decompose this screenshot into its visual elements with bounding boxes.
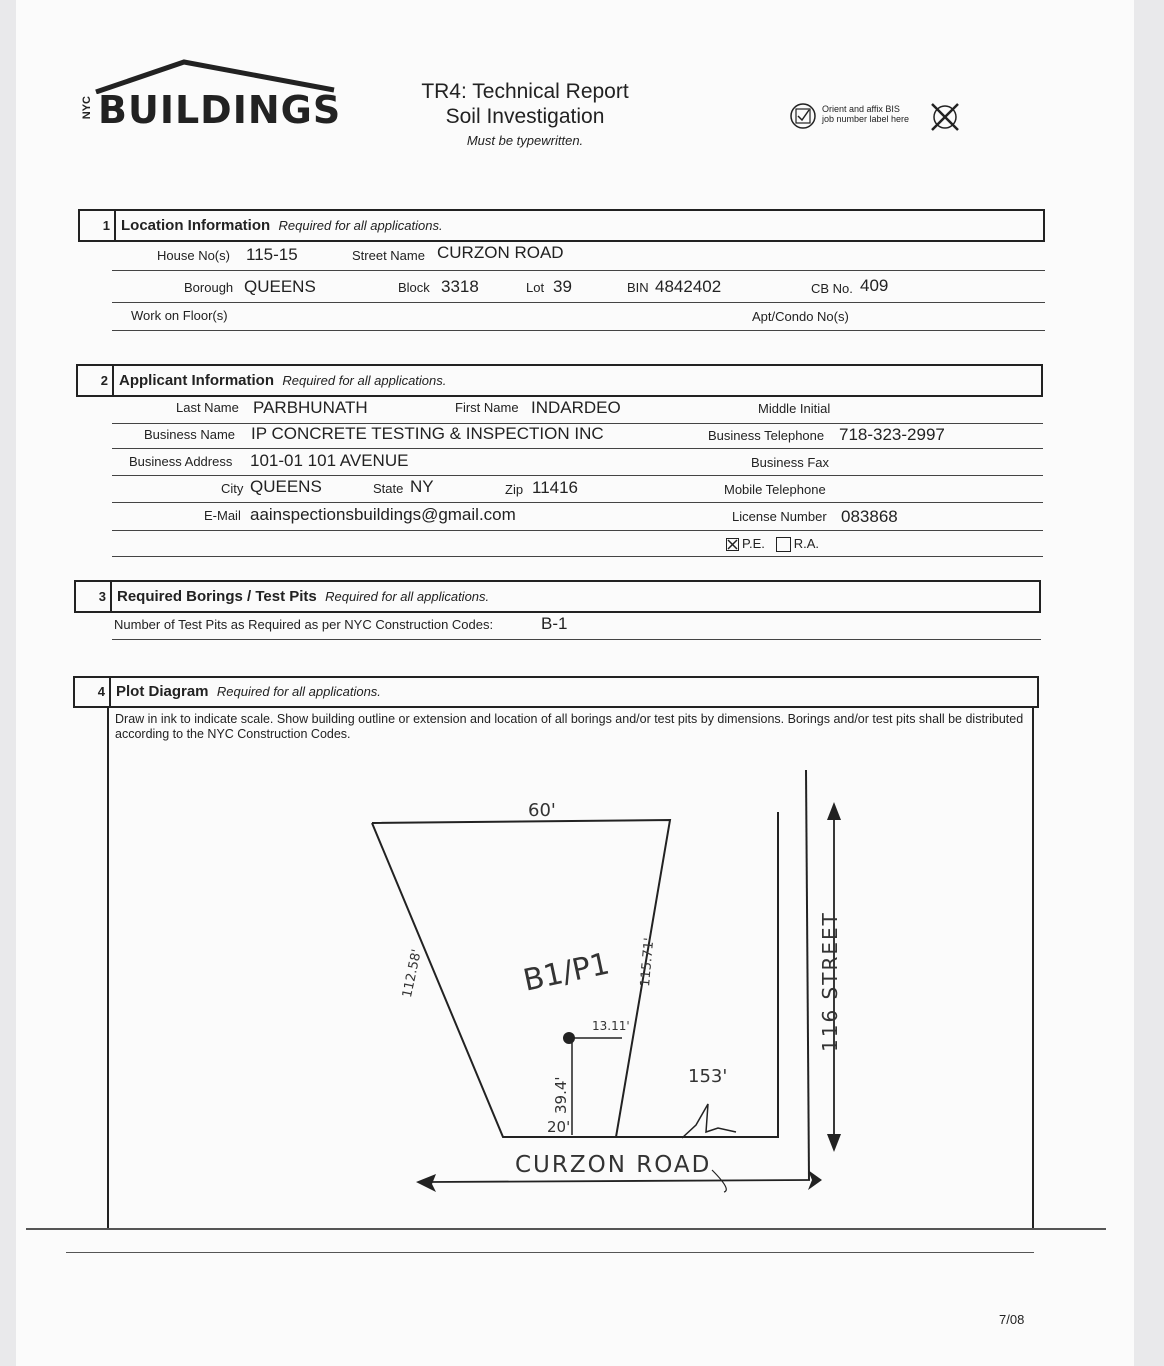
borough-value[interactable]: QUEENS — [244, 277, 316, 296]
state-label: State — [373, 481, 404, 496]
zip-label: Zip — [505, 482, 524, 497]
frontage-mark — [682, 1104, 736, 1138]
offset-h-label: 13.11' — [592, 1019, 630, 1033]
street-south-label: CURZON ROAD — [515, 1152, 712, 1178]
dim-left: 112.58' — [400, 948, 425, 1000]
business-name-value[interactable]: IP CONCRETE TESTING & INSPECTION INC — [251, 424, 604, 443]
section-applicant-header — [76, 364, 1043, 397]
section-title — [121, 211, 443, 240]
first-name-value[interactable]: INDARDEO — [531, 398, 621, 417]
business-address-label: Business Address — [129, 454, 233, 469]
row-divider — [112, 639, 1041, 640]
first-name-label: First Name — [455, 400, 519, 415]
street-curb-line — [806, 770, 809, 1180]
row-divider — [112, 502, 1043, 503]
floor-label: Work on Floor(s) — [131, 308, 228, 323]
street-east-label: 116 STREET — [818, 911, 842, 1052]
street-value[interactable]: CURZON ROAD — [437, 243, 564, 262]
bottom-small-label: 20' — [547, 1118, 571, 1136]
block-value[interactable]: 3318 — [441, 277, 479, 296]
business-phone-value[interactable]: 718-323-2997 — [839, 425, 945, 444]
email-value[interactable]: aainspectionsbuildings@gmail.com — [250, 505, 516, 524]
mobile-label: Mobile Telephone — [724, 482, 826, 497]
bottom-rule — [66, 1252, 1034, 1253]
ra-label: R.A. — [793, 536, 820, 551]
arrow-up-icon — [827, 802, 841, 820]
section-number: 3 — [76, 582, 112, 611]
x-circle-icon — [929, 101, 961, 133]
ra-checkbox[interactable] — [776, 537, 791, 552]
plot-instructions: Draw in ink to indicate scale. Show building outline or extension and location of all borings and/or test pits by dimensions. Borings and/or test pits shall be distributed according to the NYC Construction Codes. — [115, 712, 1024, 741]
row-divider — [112, 475, 1043, 476]
test-pits-value[interactable]: B-1 — [541, 614, 568, 633]
form-title: TR4: Technical Report — [421, 80, 629, 103]
section-location-header — [78, 209, 1045, 242]
section-title-text: Applicant Information — [119, 372, 274, 389]
cb-value[interactable]: 409 — [860, 276, 889, 295]
pe-label: P.E. — [742, 536, 765, 551]
email-label: E-Mail — [204, 508, 241, 523]
house-label: House No(s) — [157, 248, 230, 263]
arrow-left-icon — [416, 1174, 436, 1192]
section-title — [117, 582, 489, 611]
logo-buildings: BUILDINGS — [98, 88, 342, 132]
row-divider — [112, 302, 1045, 303]
last-name-label: Last Name — [176, 400, 239, 415]
bin-value[interactable]: 4842402 — [655, 277, 722, 296]
lot-label: Lot — [526, 280, 545, 295]
bis-label-line1: Orient and affix BIS — [822, 104, 900, 114]
middle-initial-label: Middle Initial — [758, 401, 831, 416]
cb-label: CB No. — [811, 281, 853, 296]
dim-top: 60' — [528, 800, 556, 821]
typewritten-note: Must be typewritten. — [466, 133, 584, 148]
section-plot-header — [73, 676, 1039, 708]
section-required-note: Required for all applications. — [282, 373, 447, 388]
row-divider — [112, 530, 1043, 531]
arrow-right-icon — [808, 1170, 822, 1190]
boring-label: B1/P1 — [520, 946, 613, 999]
section-title-text: Location Information — [121, 217, 271, 234]
test-pits-label: Number of Test Pits as Required as per NYC Construction Codes: — [114, 617, 494, 632]
frontage-label: 153' — [688, 1066, 728, 1087]
section-number: 1 — [80, 211, 116, 240]
row-divider — [112, 270, 1045, 271]
bis-label-line2: job number label here — [822, 114, 910, 124]
section-title-text: Required Borings / Test Pits — [117, 588, 317, 605]
license-value[interactable]: 083868 — [841, 507, 898, 526]
row-divider — [112, 330, 1045, 331]
last-name-value[interactable]: PARBHUNATH — [253, 398, 368, 417]
street-south-arrow — [430, 1180, 810, 1182]
block-label: Block — [398, 280, 430, 295]
form-version: 7/08 — [999, 1312, 1025, 1327]
business-name-label: Business Name — [144, 427, 236, 442]
section-title — [119, 366, 446, 395]
city-label: City — [221, 481, 244, 496]
arrow-down-icon — [827, 1134, 841, 1152]
street-label: Street Name — [352, 248, 425, 263]
section-number: 4 — [75, 678, 111, 706]
house-value[interactable]: 115-15 — [246, 245, 298, 264]
logo-nyc: NYC — [81, 96, 93, 120]
form-subtitle: Soil Investigation — [445, 105, 605, 128]
license-label: License Number — [732, 509, 827, 524]
check-circle-icon — [789, 102, 819, 132]
section-title — [116, 678, 381, 706]
pe-checkbox[interactable] — [726, 538, 739, 551]
city-value[interactable]: QUEENS — [250, 477, 322, 496]
zip-value[interactable]: 11416 — [532, 478, 579, 497]
section-required-note: Required for all applications. — [216, 684, 381, 699]
bottom-rule — [26, 1228, 1106, 1230]
business-address-value[interactable]: 101-01 101 AVENUE — [250, 451, 409, 470]
business-phone-label: Business Telephone — [708, 428, 825, 443]
row-divider — [112, 448, 1043, 449]
section-borings-header — [74, 580, 1041, 613]
section-required-note: Required for all applications. — [278, 218, 443, 233]
lot-value[interactable]: 39 — [553, 277, 572, 296]
section-required-note: Required for all applications. — [325, 589, 490, 604]
section-number: 2 — [78, 366, 114, 395]
apt-label: Apt/Condo No(s) — [752, 309, 849, 324]
state-value[interactable]: NY — [410, 477, 434, 496]
bin-label: BIN — [627, 280, 649, 295]
row-divider — [112, 556, 1043, 557]
business-fax-label: Business Fax — [751, 455, 830, 470]
borough-label: Borough — [184, 280, 234, 295]
bis-label — [822, 104, 909, 124]
section-title-text: Plot Diagram — [116, 683, 209, 700]
dim-right: 115.71' — [638, 937, 658, 988]
offset-v-label: 39.4' — [552, 1076, 570, 1114]
pe-checkbox-group — [726, 536, 819, 552]
